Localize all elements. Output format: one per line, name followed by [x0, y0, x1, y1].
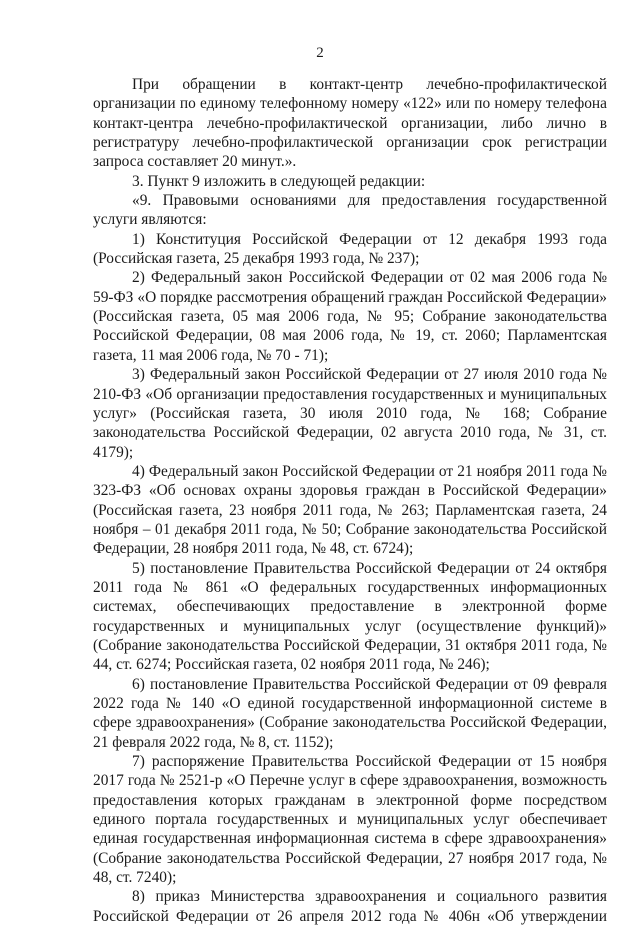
list-item-law-59-fz: 2) Федеральный закон Российской Федерации от 02 мая 2006 года № 59-ФЗ «О порядке рассмотрения обращений граждан Российской Федерации» (Российская газета, 05 мая 2006 года, № 95; Собрание законодательства Российской Федерации, 08 мая 2006 года, № 19, ст. 2060; Парламентская газета, 11 мая 2006 года, № 70 - 71); [93, 269, 607, 364]
list-item-resolution-861: 5) постановление Правительства Российской Федерации от 24 октября 2011 года № 861 «О федеральных государственных информационных системах, обеспечивающих предоставление в электронной форме государственных и муниципальных услуг (осуществление функций)» (Собрание законодательства Российской Федерации, 31 октября 2011 года, № 44, ст. 6274; Российская газета, 02 ноября 2011 года, № 246); [93, 559, 607, 674]
paragraph-point-9-intro: «9. Правовыми основаниями для предоставления государственной услуги являются: [93, 192, 607, 229]
list-item-law-323-fz: 4) Федеральный закон Российской Федерации от 21 ноября 2011 года № 323-ФЗ «Об основах охраны здоровья граждан в Российской Федерации» (Российская газета, 23 ноября 2011 года, № 263; Парламентская газета, 24 ноября – 01 декабря 2011 года, № 50; Собрание законодательства Российской Федерации, 28 ноября 2011 года, № 48, ст. 6724); [93, 462, 607, 558]
list-item-constitution: 1) Конституция Российской Федерации от 12 декабря 1993 года (Российская газета, 25 декабря 1993 года, № 237); [93, 230, 607, 268]
list-item-law-210-fz: 3) Федеральный закон Российской Федерации от 27 июля 2010 года № 210-ФЗ «Об организации предоставления государственных и муниципальных услуг» (Российская газета, 30 июля 2010 года, № 168; Собрание законодательства Российской Федерации, 02 августа 2010 года, № 31, ст. 4179); [93, 366, 607, 461]
document-body [93, 75, 607, 926]
paragraph-registration-time: При обращении в контакт-центр лечебно-профилактической организации по единому телефонному номеру «122» или по номеру телефона контакт-центра лечебно-профилактической организации, либо лично в регистратуру лечебно-профилактической организации срок регистрации запроса составляет 20 минут.». [93, 76, 607, 171]
list-item-order-2521-r: 7) распоряжение Правительства Российской Федерации от 15 ноября 2017 года № 2521-р «О Перечне услуг в сфере здравоохранения, возможность предоставления которых гражданам в электронной форме посредством единого портала государственных и муниципальных услуг обеспечивает единая государственная информационная система в сфере здравоохранения» (Собрание законодательства Российской Федерации, 27 ноября 2017 года, № 48, ст. 7240); [93, 753, 607, 887]
list-item-order-406n: 8) приказ Министерства здравоохранения и социального развития Российской Федерации от 26 апреля 2012 года № 406н «Об утверждении [93, 888, 607, 925]
list-item-resolution-140: 6) постановление Правительства Российской Федерации от 09 февраля 2022 года № 140 «О единой государственной информационной системе в сфере здравоохранения» (Собрание законодательства Российской Федерации, 21 февраля 2022 года, № 8, ст. 1152); [93, 675, 607, 751]
paragraph-point-3: 3. Пункт 9 изложить в следующей редакции: [132, 172, 426, 190]
page-number: 2 [316, 45, 324, 61]
